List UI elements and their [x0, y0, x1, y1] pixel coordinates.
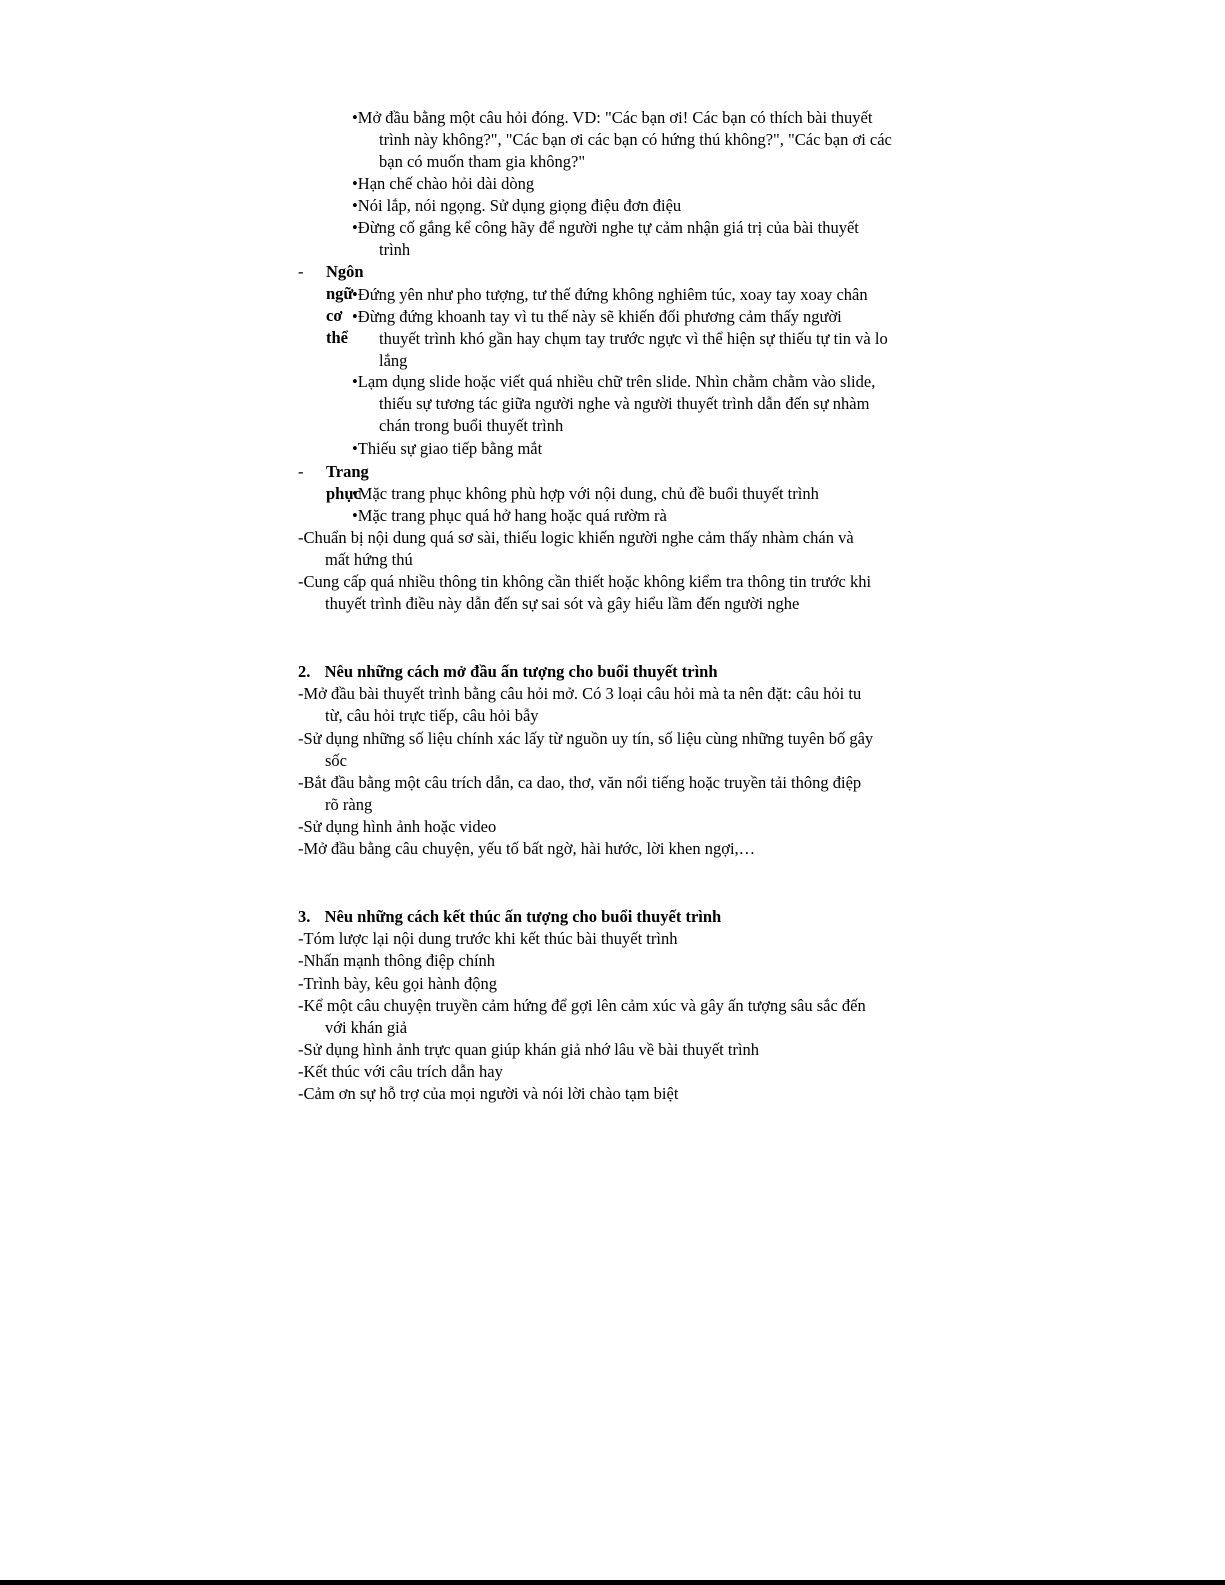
- bullet-item: [352, 371, 952, 437]
- page-bottom-border: [0, 1580, 1225, 1585]
- section-number: 3.: [298, 907, 311, 926]
- text-line: •Hạn chế chào hỏi dài dòng: [352, 174, 535, 193]
- text-line: •Thiếu sự giao tiếp bằng mắt: [352, 439, 543, 458]
- text-line: •Mở đầu bằng một câu hỏi đóng. VD: "Các bạn ơi! Các bạn có thích bài thuyết: [352, 108, 873, 127]
- bullet-item: [352, 284, 952, 306]
- bullet-item: [352, 438, 952, 460]
- text-line: -Mở đầu bài thuyết trình bằng câu hỏi mở. Có 3 loại câu hỏi mà ta nên đặt: câu hỏi tu: [298, 684, 862, 703]
- dash-marker: -: [298, 262, 304, 281]
- text-line: •Đừng đứng khoanh tay vì tu thế này sẽ khiến đối phương cảm thấy người: [352, 307, 842, 326]
- list-item: [298, 838, 755, 860]
- list-item: [298, 995, 866, 1039]
- section-number: 2.: [298, 662, 311, 681]
- text-line: trình: [379, 240, 411, 259]
- text-line: với khán giả: [325, 1018, 408, 1037]
- list-item: [298, 772, 861, 816]
- bullet-item: [352, 505, 952, 527]
- text-line: -Kết thúc với câu trích dẫn hay: [298, 1062, 503, 1081]
- text-line: thuyết trình điều này dẫn đến sự sai sót và gây hiểu lầm đến người nghe: [325, 594, 800, 613]
- text-line: -Mở đầu bằng câu chuyện, yếu tố bất ngờ, hài hước, lời khen ngợi,…: [298, 839, 756, 858]
- text-line: -Kể một câu chuyện truyền cảm hứng để gợi lên cảm xúc và gây ấn tượng sâu sắc đến: [298, 996, 866, 1015]
- list-item: [298, 816, 496, 838]
- list-item: [298, 1039, 759, 1061]
- bullet-item: [352, 107, 952, 173]
- subheading-text: Ngôn ngữ cơ thể: [326, 262, 364, 347]
- text-line: lắng: [379, 351, 408, 370]
- subheading-text: Trang phục: [326, 462, 369, 503]
- text-line: -Nhấn mạnh thông điệp chính: [298, 951, 496, 970]
- text-line: -Cung cấp quá nhiều thông tin không cần thiết hoặc không kiểm tra thông tin trước khi: [298, 572, 872, 591]
- list-item: [298, 728, 873, 772]
- section-title: Nêu những cách kết thúc ấn tượng cho buổi thuyết trình: [324, 907, 722, 926]
- list-item: [298, 527, 854, 571]
- text-line: -Trình bày, kêu gọi hành động: [298, 974, 498, 993]
- text-line: thuyết trình khó gần hay chụm tay trước ngực vì thể hiện sự thiếu tự tin và lo: [379, 329, 888, 348]
- list-item: [298, 1061, 503, 1083]
- text-line: thiếu sự tương tác giữa người nghe và người thuyết trình dẫn đến sự nhàm: [379, 394, 870, 413]
- list-item: [298, 683, 861, 727]
- list-item: [298, 571, 871, 615]
- text-line: rõ ràng: [325, 795, 373, 814]
- text-line: •Đứng yên như pho tượng, tư thế đứng không nghiêm túc, xoay tay xoay chân: [352, 285, 868, 304]
- bullet-item: [352, 483, 952, 505]
- text-line: •Mặc trang phục quá hở hang hoặc quá rườm rà: [352, 506, 667, 525]
- dash-marker: -: [298, 462, 304, 481]
- bullet-item: [352, 217, 952, 261]
- list-item: [298, 928, 677, 950]
- text-line: mất hứng thú: [325, 550, 413, 569]
- text-line: từ, câu hỏi trực tiếp, câu hỏi bẫy: [325, 706, 539, 725]
- text-line: -Sử dụng hình ảnh trực quan giúp khán giả nhớ lâu về bài thuyết trình: [298, 1040, 760, 1059]
- text-line: -Chuẩn bị nội dung quá sơ sài, thiếu logic khiến người nghe cảm thấy nhàm chán và: [298, 528, 854, 547]
- text-line: -Sử dụng hình ảnh hoặc video: [298, 817, 497, 836]
- text-line: -Tóm lược lại nội dung trước khi kết thúc bài thuyết trình: [298, 929, 678, 948]
- section-3-heading: [298, 906, 721, 928]
- text-line: -Cảm ơn sự hỗ trợ của mọi người và nói lời chào tạm biệt: [298, 1084, 679, 1103]
- bullet-item: [352, 306, 952, 372]
- text-line: -Bắt đầu bằng một câu trích dẫn, ca dao, thơ, văn nổi tiếng hoặc truyền tải thông điệp: [298, 773, 862, 792]
- section-2-heading: [298, 661, 718, 683]
- bullet-item: [352, 173, 952, 195]
- list-item: [298, 950, 495, 972]
- text-line: sốc: [325, 751, 347, 770]
- text-line: •Nói lắp, nói ngọng. Sử dụng giọng điệu đơn điệu: [352, 196, 682, 215]
- text-line: -Sử dụng những số liệu chính xác lấy từ nguồn uy tín, số liệu cùng những tuyên bố gây: [298, 729, 874, 748]
- text-line: •Đừng cố gắng kể công hãy để người nghe tự cảm nhận giá trị của bài thuyết: [352, 218, 859, 237]
- text-line: bạn có muốn tham gia không?": [379, 152, 586, 171]
- section-title: Nêu những cách mở đầu ấn tượng cho buổi thuyết trình: [324, 662, 718, 681]
- text-line: •Mặc trang phục không phù hợp với nội dung, chủ đề buổi thuyết trình: [352, 484, 819, 503]
- list-item: [298, 1083, 678, 1105]
- text-line: trình này không?", "Các bạn ơi các bạn có hứng thú không?", "Các bạn ơi các: [379, 130, 892, 149]
- bullet-item: [352, 195, 952, 217]
- text-line: chán trong buổi thuyết trình: [379, 416, 564, 435]
- list-item: [298, 973, 497, 995]
- text-line: •Lạm dụng slide hoặc viết quá nhiều chữ trên slide. Nhìn chằm chằm vào slide,: [352, 372, 876, 391]
